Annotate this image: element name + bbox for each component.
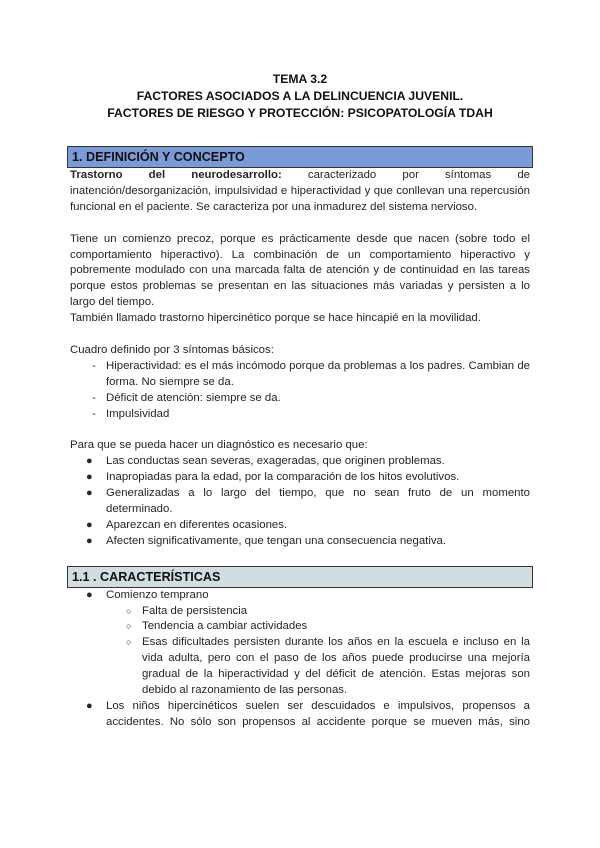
document-title [60, 71, 540, 122]
dash-marker: - [92, 407, 96, 420]
circle-marker: ○ [126, 605, 132, 616]
diagnosis-text: Generalizadas a lo largo del tiempo, que no sean fruto de un momento determinado. [106, 487, 530, 515]
bullet-marker: ● [86, 518, 93, 531]
symptom-text: Impulsividad [106, 407, 170, 420]
symptom-text: Hiperactividad: es el más incómodo porque da problemas a los padres. Cambian de forma. No siempre se da. [106, 359, 530, 388]
characteristics-sublist [70, 604, 530, 699]
sub-item-text: Tendencia a cambiar actividades [142, 620, 308, 633]
circle-marker: ○ [126, 621, 132, 632]
list-item [70, 604, 530, 620]
spacer [70, 550, 530, 566]
bullet-marker: ● [86, 487, 93, 500]
sub-item-text: Falta de persistencia [142, 604, 248, 617]
section-header-definicion: 1. DEFINICIÓN Y CONCEPTO [67, 146, 533, 168]
definition-paragraph [70, 168, 530, 216]
list-item [70, 359, 530, 391]
diagnosis-text: Las conductas sean severas, exageradas, que originen problemas. [106, 455, 445, 468]
document-body [70, 146, 530, 731]
section-header-caracteristicas: 1.1 . CARACTERÍSTICAS [67, 566, 533, 588]
list-item [70, 534, 530, 550]
bullet-marker: ● [86, 471, 93, 484]
diagnosis-intro: Para que se pueda hacer un diagnóstico es necesario que: [70, 439, 368, 452]
diagnosis-text: Aparezcan en diferentes ocasiones. [106, 518, 288, 531]
title-line-2: FACTORES ASOCIADOS A LA DELINCUENCIA JUVENIL. [136, 89, 464, 103]
list-item [70, 454, 530, 470]
spacer [70, 422, 530, 438]
bullet-marker: ● [86, 534, 93, 547]
symptoms-intro: Cuadro definido por 3 síntomas básicos: [70, 343, 274, 356]
list-item [70, 391, 530, 407]
sub-item-text: Esas dificultades persisten durante los años en la escuela e incluso en la vida adulta, pero con el paso de los años puede producirse una mejoría gradual de la hiperactividad y del déficit de atención. Estas mejoras son debido al razonamiento de las personas. [142, 636, 530, 697]
list-item [70, 486, 530, 518]
dash-marker: - [92, 391, 96, 404]
definition-term: Trastorno del neurodesarrollo: [70, 169, 282, 181]
symptoms-list [70, 359, 530, 423]
characteristic-line-2: accidentes. No sólo son propensos al accidente porque se mueven más, sino [106, 715, 530, 728]
symptom-text: Déficit de atención: siempre se da. [106, 391, 281, 404]
list-item [70, 699, 530, 731]
spacer [70, 327, 530, 343]
title-line-3: FACTORES DE RIESGO Y PROTECCIÓN: PSICOPATOLOGÍA TDAH [107, 106, 493, 120]
diagnosis-text: Inapropiadas para la edad, por la comparación de los hitos evolutivos. [106, 471, 460, 484]
characteristic-line-1: Los niños hipercinéticos suelen ser descuidados e impulsivos, propensos a [106, 699, 530, 712]
list-item [70, 470, 530, 486]
bullet-marker: ● [86, 699, 93, 712]
spacer [70, 216, 530, 232]
definition-text: caracterizado por síntomas de inatención/desorganización, impulsividad e hiperactividad y que conllevan una repercusión funcional en el paciente. Se caracteriza por una inmadurez del sistema nervioso. [70, 169, 531, 213]
list-item [70, 619, 530, 635]
paragraph-comienzo-precoz: Tiene un comienzo precoz, porque es prácticamente desde que nacen (sobre todo el comportamiento hiperactivo). La combinación de un comportamiento hiperactivo y pobremente modulado con una marcada falta de atención y de continuidad en las tareas porque estos problemas se presentan en las situaciones más variadas y persisten a lo largo del tiempo. [70, 232, 530, 309]
characteristics-list-continued [70, 699, 530, 731]
circle-marker: ○ [126, 637, 132, 648]
paragraph-hipercinetico: También llamado trastorno hipercinético porque se hace hincapié en la movilidad. [70, 312, 481, 325]
diagnosis-text: Afecten significativamente, que tengan una consecuencia negativa. [106, 534, 447, 547]
dash-marker: - [92, 359, 96, 372]
title-line-1: TEMA 3.2 [272, 72, 328, 86]
bullet-marker: ● [86, 455, 93, 468]
list-item [70, 407, 530, 423]
list-item [70, 635, 530, 699]
diagnosis-list [70, 454, 530, 549]
characteristic-text: Comienzo temprano [106, 588, 209, 601]
list-item [70, 588, 530, 604]
list-item [70, 518, 530, 534]
bullet-marker: ● [86, 588, 93, 601]
characteristics-list [70, 588, 530, 604]
